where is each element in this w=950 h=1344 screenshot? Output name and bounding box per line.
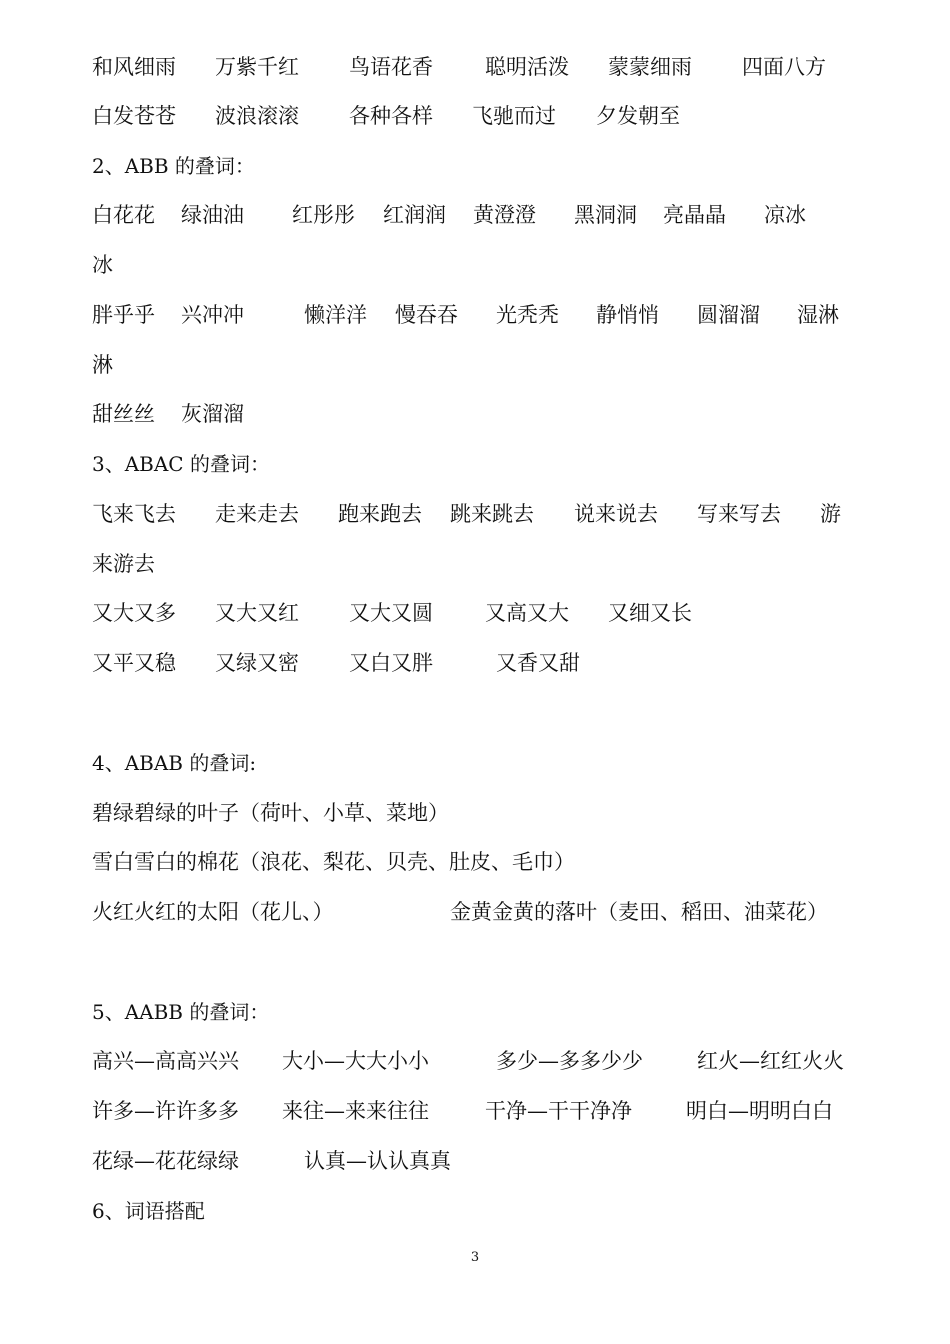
word: 跳来跳去	[450, 502, 534, 526]
section-heading-abb: 2、ABB 的叠词：	[92, 154, 255, 178]
word: 游	[820, 502, 841, 526]
word: 花绿—花花绿绿	[92, 1149, 239, 1173]
word: 飞来飞去	[92, 502, 176, 526]
word: 又白又胖	[349, 651, 433, 675]
word: 走来走去	[215, 502, 299, 526]
word: 懒洋洋	[304, 303, 367, 327]
word: 甜丝丝	[92, 402, 155, 426]
word: 聪明活泼	[485, 55, 569, 79]
word: 又高又大	[485, 601, 569, 625]
word: 波浪滚滚	[215, 104, 299, 128]
word: 又大又圆	[349, 601, 433, 625]
word: 亮晶晶	[663, 203, 726, 227]
word: 凉冰	[764, 203, 806, 227]
word: 白发苍苍	[92, 104, 176, 128]
word: 说来说去	[574, 502, 658, 526]
word: 冰	[92, 253, 113, 277]
word: 万紫千红	[215, 55, 299, 79]
word: 金黄金黄的落叶（麦田、稻田、油菜花）	[450, 900, 828, 924]
word: 又大又多	[92, 601, 176, 625]
word: 认真—认认真真	[304, 1149, 451, 1173]
word: 鸟语花香	[349, 55, 433, 79]
word: 火红火红的太阳（花儿、）	[92, 900, 334, 924]
word: 黑洞洞	[574, 203, 637, 227]
word: 蒙蒙细雨	[608, 55, 692, 79]
word: 干净—干干净净	[485, 1099, 632, 1123]
word: 夕发朝至	[596, 104, 680, 128]
word: 和风细雨	[92, 55, 176, 79]
word: 红彤彤	[292, 203, 355, 227]
page-number: 3	[470, 1250, 480, 1265]
word: 高兴—高高兴兴	[92, 1049, 239, 1073]
word: 又香又甜	[496, 651, 580, 675]
word: 又大又红	[215, 601, 299, 625]
word: 胖乎乎	[92, 303, 155, 327]
section-heading-aabb: 5、AABB 的叠词：	[92, 1000, 270, 1024]
word: 明白—明明白白	[686, 1099, 833, 1123]
word: 绿油油	[181, 203, 244, 227]
word: 跑来跑去	[338, 502, 422, 526]
word: 大小—大大小小	[282, 1049, 429, 1073]
word: 圆溜溜	[697, 303, 760, 327]
word: 静悄悄	[596, 303, 659, 327]
word: 飞驰而过	[472, 104, 556, 128]
word: 兴冲冲	[181, 303, 244, 327]
word: 湿淋	[797, 303, 839, 327]
word: 光秃秃	[496, 303, 559, 327]
word: 又平又稳	[92, 651, 176, 675]
section-heading-collocation: 6、词语搭配	[92, 1199, 205, 1223]
word: 来游去	[92, 552, 155, 576]
word: 碧绿碧绿的叶子（荷叶、小草、菜地）	[92, 801, 449, 825]
section-heading-abab: 4、ABAB 的叠词:	[92, 751, 257, 775]
word: 多少—多多少少	[496, 1049, 643, 1073]
section-heading-abac: 3、ABAC 的叠词：	[92, 452, 270, 476]
word: 又绿又密	[215, 651, 299, 675]
word: 又细又长	[608, 601, 692, 625]
word: 白花花	[92, 203, 155, 227]
word: 四面八方	[742, 55, 826, 79]
word: 写来写去	[697, 502, 781, 526]
word: 许多—许许多多	[92, 1099, 239, 1123]
word: 慢吞吞	[395, 303, 458, 327]
word: 各种各样	[349, 104, 433, 128]
word: 来往—来来往往	[282, 1099, 429, 1123]
word: 红润润	[383, 203, 446, 227]
word: 雪白雪白的棉花（浪花、梨花、贝壳、肚皮、毛巾）	[92, 850, 575, 874]
word: 黄澄澄	[473, 203, 536, 227]
word: 红火—红红火火	[697, 1049, 844, 1073]
word: 灰溜溜	[181, 402, 244, 426]
word: 淋	[92, 353, 113, 377]
